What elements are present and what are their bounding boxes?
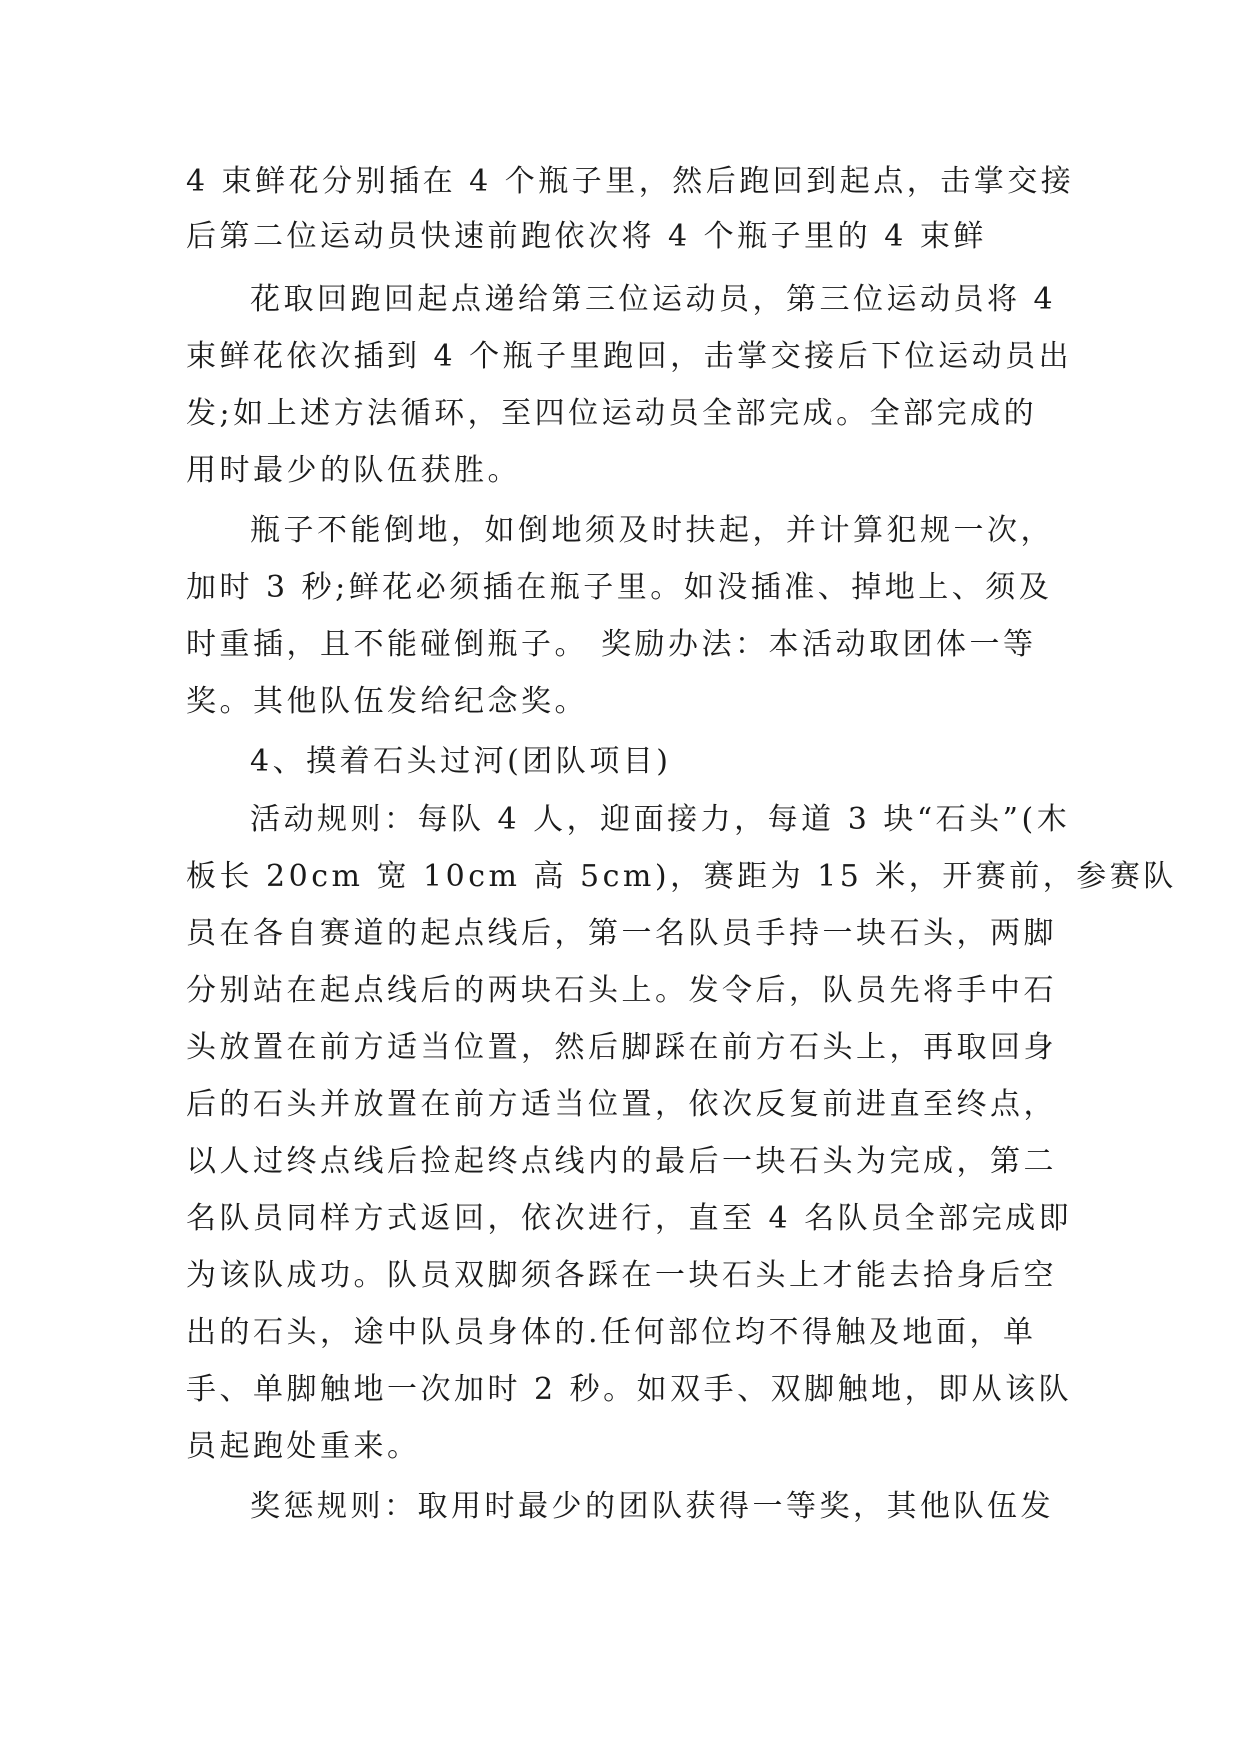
text-line: 头放置在前方适当位置，然后脚踩在前方石头上，再取回身	[186, 1030, 1057, 1065]
text-line: 以人过终点线后捡起终点线内的最后一块石头为完成，第二	[186, 1144, 1057, 1179]
text-line: 员起跑处重来。	[186, 1429, 421, 1464]
text-line: 为该队成功。队员双脚须各踩在一块石头上才能去拾身后空	[186, 1258, 1057, 1293]
paragraph-first-line: 活动规则：每队 4 人，迎面接力，每道 3 块“石头”(木	[250, 802, 1071, 837]
paragraph-first-line: 瓶子不能倒地，如倒地须及时扶起，并计算犯规一次，	[250, 513, 1054, 548]
text-line: 出的石头，途中队员身体的.任何部位均不得触及地面，单	[186, 1315, 1037, 1350]
text-line: 束鲜花依次插到 4 个瓶子里跑回，击掌交接后下位运动员出	[186, 339, 1073, 374]
text-line: 时重插，且不能碰倒瓶子。 奖励办法：本活动取团体一等	[186, 627, 1037, 662]
text-line: 名队员同样方式返回，依次进行，直至 4 名队员全部完成即	[186, 1201, 1073, 1236]
text-line: 奖。其他队伍发给纪念奖。	[186, 684, 588, 719]
text-line: 发;如上述方法循环，至四位运动员全部完成。全部完成的	[186, 396, 1038, 431]
text-line: 板长 20cm 宽 10cm 高 5cm)，赛距为 15 米，开赛前，参赛队	[186, 859, 1177, 894]
paragraph-first-line: 奖惩规则：取用时最少的团队获得一等奖，其他队伍发	[250, 1489, 1054, 1524]
text-line: 4 束鲜花分别插在 4 个瓶子里，然后跑回到起点，击掌交接	[186, 164, 1075, 199]
text-line: 分别站在起点线后的两块石头上。发令后，队员先将手中石	[186, 973, 1057, 1008]
text-line: 后第二位运动员快速前跑依次将 4 个瓶子里的 4 束鲜	[186, 219, 987, 254]
paragraph-first-line: 花取回跑回起点递给第三位运动员，第三位运动员将 4	[250, 282, 1057, 317]
text-line: 后的石头并放置在前方适当位置，依次反复前进直至终点，	[186, 1087, 1057, 1122]
text-line: 加时 3 秒;鲜花必须插在瓶子里。如没插准、掉地上、须及	[186, 570, 1053, 605]
text-line: 手、单脚触地一次加时 2 秒。如双手、双脚触地，即从该队	[186, 1372, 1073, 1407]
section-heading: 4、摸着石头过河(团队项目)	[250, 744, 672, 779]
text-line: 用时最少的队伍获胜。	[186, 453, 521, 488]
text-line: 员在各自赛道的起点线后，第一名队员手持一块石头，两脚	[186, 916, 1057, 951]
